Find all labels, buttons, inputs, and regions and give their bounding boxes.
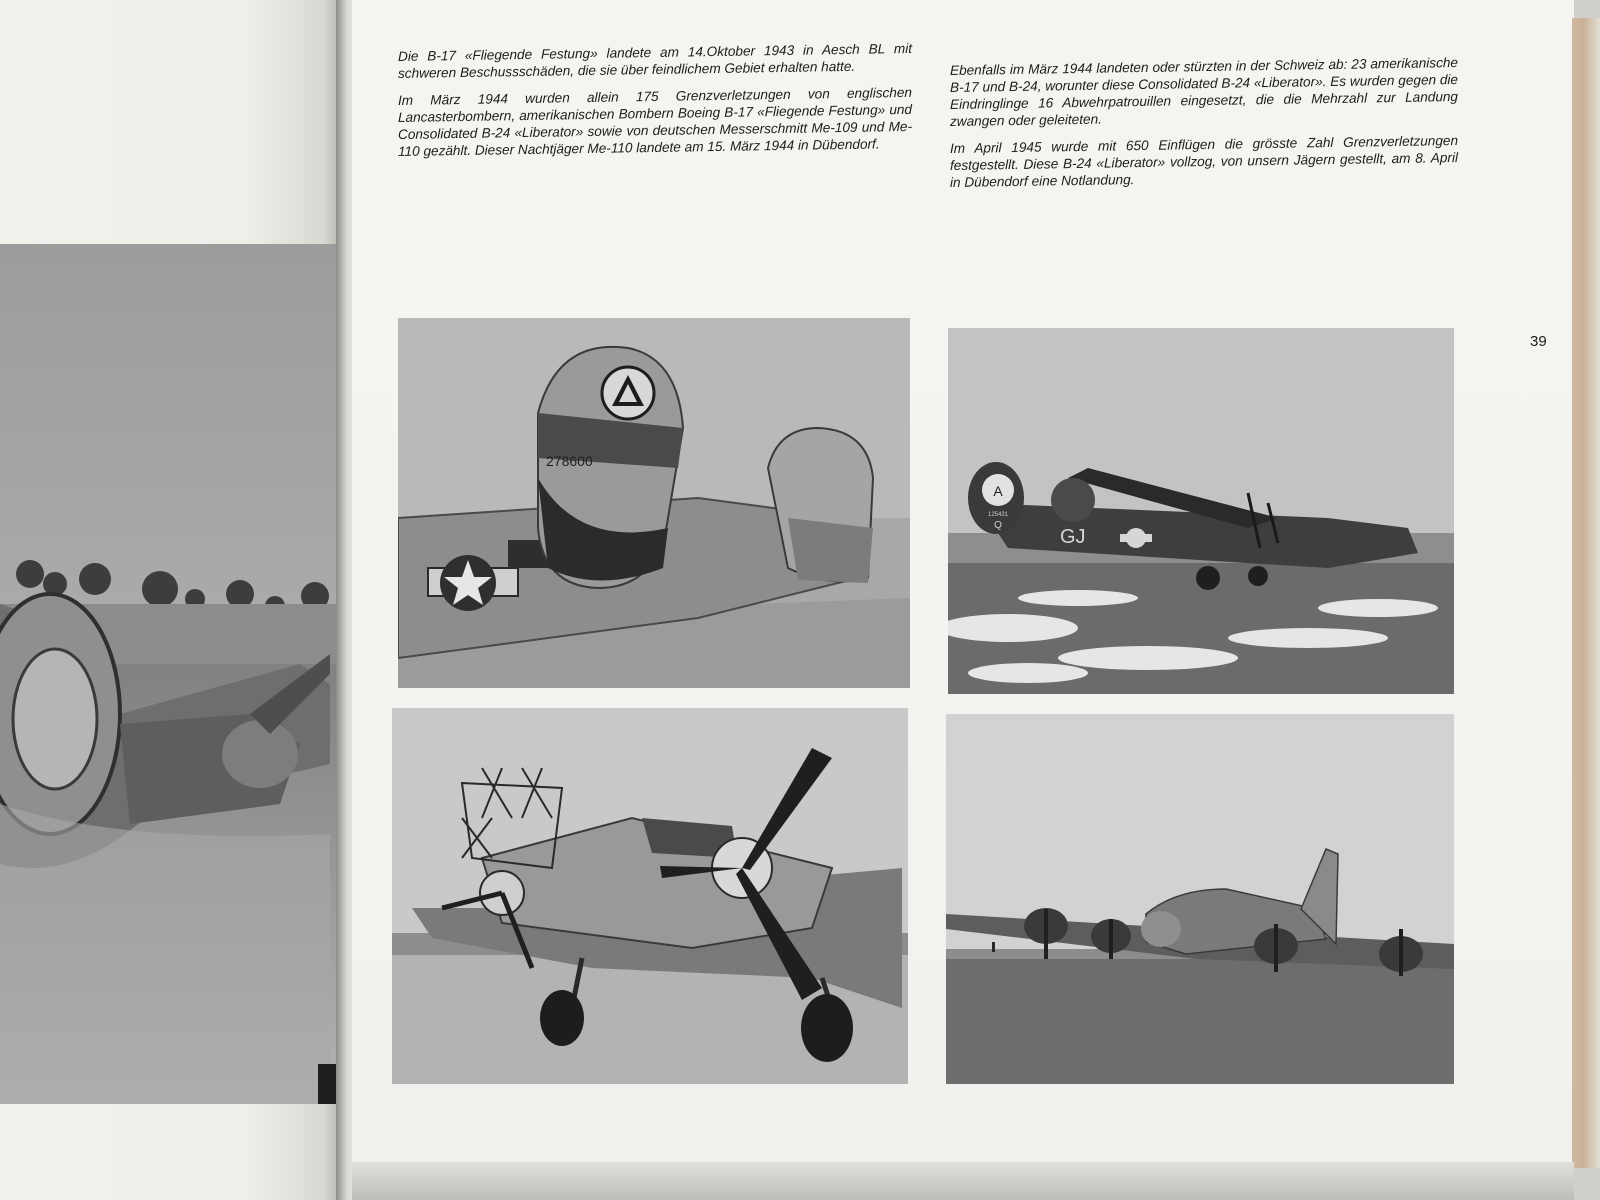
photo-b17-on-grass (946, 714, 1454, 1084)
page-number: 39 (1530, 333, 1547, 350)
tail-serial: 125431 (987, 512, 1009, 518)
paragraph: Die B-17 «Fliegende Festung» landete am 14.Oktober 1943 in Aesch BL mit schweren Beschussschäden, die sie über feindlichem Gebiet erhalten hatte. (398, 40, 912, 81)
tail-letter: A (993, 483, 1003, 499)
text-column-left (398, 40, 912, 170)
page-bottom-shadow (352, 1162, 1574, 1200)
text-column-right (950, 54, 1458, 201)
tail-serial: 278600 (546, 453, 593, 469)
paragraph: Ebenfalls im März 1944 landeten oder stürzten in der Schweiz ab: 23 amerikanische B-17 und B-24, worunter diese Consolidated B-24 «Liberator». Es wurden gegen die Eindringlinge 16 Abwehrpatrouillen eingesetzt, die die Mehrzahl zur Landung zwangen oder geleiteten. (950, 55, 1458, 129)
photo-b17-nose-closeup (0, 244, 340, 1104)
fuselage-code: GJ (1060, 526, 1086, 548)
paragraph: Im März 1944 wurden allein 175 Grenzverletzungen von englischen Lancasterbombern, amerikanischen Bombern Boeing B-17 «Fliegende Festung» und Consolidated B-24 «Liberator» sowie von deutschen Messerschmitt Me-109 und Me-110 gezählt. Dieser Nachtjäger Me-110 landete am 15. März 1944 in Dübendorf. (398, 84, 912, 159)
photo-b24-tail (398, 318, 910, 688)
paragraph: Im April 1945 wurde mit 650 Einflügen die grösste Zahl Grenzverletzungen festgestellt. Diese B-24 «Liberator» vollzog, von unsern Jägern gestellt, am 8. April in Dübendorf eine Notlandung. (950, 133, 1458, 190)
photo-me110-night-fighter (392, 708, 908, 1084)
photo-b24-snowy-field (948, 328, 1454, 694)
page-edge (1572, 18, 1600, 1168)
tail-code: Q (994, 520, 1002, 531)
